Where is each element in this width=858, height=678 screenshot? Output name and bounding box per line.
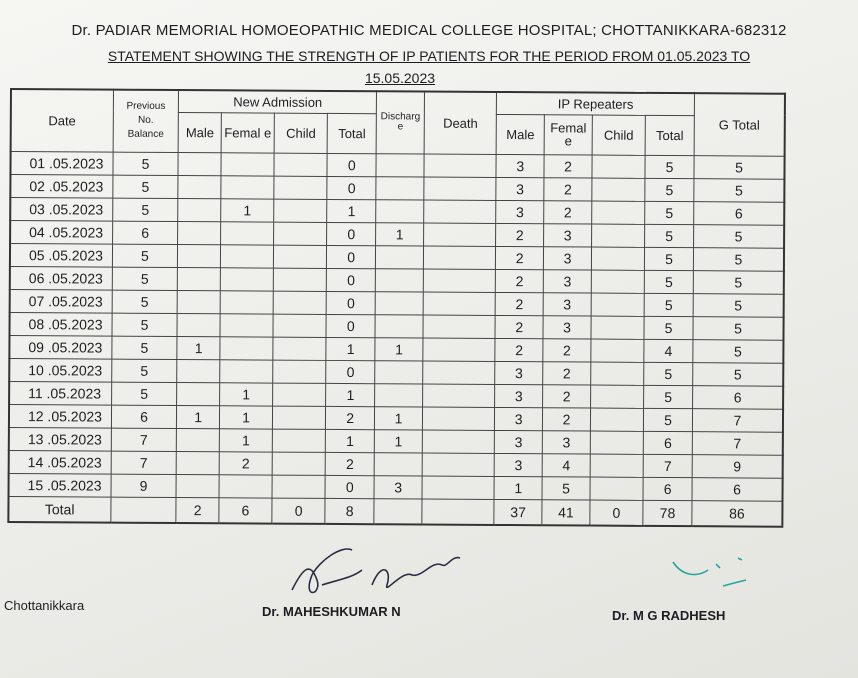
cell-na-t: 0 — [325, 475, 374, 498]
cell-dis: 1 — [374, 429, 422, 452]
cell-na-t: 0 — [327, 245, 376, 268]
cell-ip-f: 2 — [544, 154, 592, 177]
cell-death — [423, 315, 495, 338]
cell-na-f: 2 — [219, 451, 272, 474]
cell-na-c — [272, 452, 325, 475]
cell-ip-m: 1 — [494, 476, 542, 499]
cell-dis — [376, 176, 424, 199]
cell-prev: 7 — [111, 428, 177, 451]
cell-ip-m: 2 — [496, 269, 544, 292]
cell-prev: 5 — [111, 359, 177, 382]
cell-ip-c — [591, 247, 644, 270]
cell-na-t: 0 — [327, 153, 376, 176]
cell-na-f — [220, 336, 273, 359]
cell-ip-f: 3 — [543, 269, 591, 292]
cell-na-m: 1 — [177, 336, 220, 359]
cell-na-f — [221, 175, 274, 198]
cell-na-t: 0 — [326, 291, 375, 314]
cell-ip-m: 3 — [496, 200, 544, 223]
cell-ip-f: 4 — [542, 453, 590, 476]
total-ip-t: 78 — [643, 500, 692, 526]
cell-date: 05 .05.2023 — [10, 243, 112, 267]
header-na-total: Total — [327, 113, 376, 153]
cell-na-f: 1 — [219, 405, 272, 428]
cell-ip-c — [590, 477, 643, 500]
cell-date: 11 .05.2023 — [9, 381, 111, 405]
cell-ip-t: 5 — [644, 270, 693, 293]
cell-na-c — [272, 475, 325, 498]
cell-na-f — [219, 474, 272, 497]
cell-g: 7 — [692, 431, 783, 455]
total-ip-m: 37 — [494, 499, 542, 525]
cell-date: 01 .05.2023 — [10, 151, 112, 175]
cell-ip-t: 7 — [643, 454, 692, 477]
cell-ip-f: 2 — [543, 338, 591, 361]
cell-g: 6 — [693, 385, 784, 409]
cell-prev: 5 — [112, 267, 178, 290]
cell-date: 13 .05.2023 — [9, 427, 111, 451]
cell-death — [422, 430, 494, 453]
cell-na-c — [273, 291, 326, 314]
total-death — [422, 499, 494, 525]
cell-na-c — [273, 406, 326, 429]
cell-death — [423, 246, 495, 269]
cell-ip-t: 5 — [644, 316, 693, 339]
cell-prev: 7 — [111, 451, 177, 474]
college-title: Dr. PADIAR MEMORIAL HOMOEOPATHIC MEDICAL COLLEGE HOSPITAL; CHOTTANIKKARA-682312 — [71, 22, 787, 39]
cell-ip-c — [591, 270, 644, 293]
cell-na-t: 0 — [327, 268, 376, 291]
cell-g: 9 — [692, 454, 783, 478]
cell-prev: 5 — [111, 382, 177, 405]
header-discharge: Discharg e — [376, 91, 424, 153]
cell-prev: 5 — [112, 244, 178, 267]
cell-g: 5 — [693, 316, 784, 340]
cell-dis — [375, 314, 423, 337]
cell-ip-f: 3 — [542, 430, 590, 453]
cell-ip-c — [590, 454, 643, 477]
header-na-female: Femal e — [221, 112, 274, 152]
cell-ip-f: 2 — [543, 407, 591, 430]
statement-title: STATEMENT SHOWING THE STRENGTH OF IP PATIENTS FOR THE PERIOD FROM 01.05.2023 TO — [107, 48, 751, 64]
cell-g: 5 — [694, 224, 785, 248]
cell-death — [422, 453, 494, 476]
cell-prev: 5 — [112, 290, 178, 313]
cell-death — [423, 338, 495, 361]
header-ip-male: Male — [496, 114, 544, 154]
cell-na-m — [178, 244, 221, 267]
cell-dis: 1 — [375, 406, 423, 429]
cell-ip-m: 2 — [495, 338, 543, 361]
cell-ip-t: 5 — [645, 247, 694, 270]
cell-na-f — [220, 267, 273, 290]
cell-na-t: 1 — [327, 199, 376, 222]
cell-ip-t: 6 — [643, 477, 692, 500]
header-na-child: Child — [274, 113, 327, 153]
cell-dis — [375, 268, 423, 291]
cell-ip-c — [591, 293, 644, 316]
cell-g: 6 — [692, 477, 783, 501]
cell-ip-f: 2 — [543, 384, 591, 407]
cell-na-t: 1 — [326, 337, 375, 360]
cell-na-t: 2 — [326, 406, 375, 429]
cell-dis — [375, 291, 423, 314]
cell-na-f — [221, 221, 274, 244]
cell-na-t: 0 — [326, 360, 375, 383]
cell-death — [424, 200, 496, 223]
total-dis — [374, 498, 422, 524]
cell-prev: 5 — [113, 152, 179, 175]
signatory-maheshkumar: Dr. MAHESHKUMAR N — [262, 604, 401, 619]
header-ip-child: Child — [592, 115, 645, 155]
cell-ip-f: 3 — [543, 292, 591, 315]
cell-death — [423, 292, 495, 315]
statement-period-end: 15.05.2023 — [364, 70, 436, 86]
cell-ip-t: 5 — [644, 408, 693, 431]
cell-dis — [376, 153, 424, 176]
cell-prev: 5 — [111, 336, 177, 359]
cell-ip-c — [591, 316, 644, 339]
cell-ip-m: 3 — [495, 361, 543, 384]
cell-na-m — [176, 474, 219, 497]
cell-death — [423, 384, 495, 407]
cell-ip-m: 2 — [495, 315, 543, 338]
cell-ip-m: 3 — [495, 430, 543, 453]
cell-ip-c — [592, 178, 645, 201]
cell-na-m — [177, 451, 220, 474]
cell-na-m: 1 — [177, 405, 220, 428]
cell-prev: 6 — [112, 221, 178, 244]
cell-na-t: 0 — [327, 222, 376, 245]
cell-prev: 6 — [111, 405, 177, 428]
cell-ip-c — [591, 224, 644, 247]
cell-ip-f: 2 — [544, 177, 592, 200]
cell-ip-f: 3 — [544, 223, 592, 246]
cell-g: 7 — [692, 408, 783, 432]
cell-na-f — [220, 244, 273, 267]
signature-maheshkumar — [282, 540, 472, 610]
cell-ip-m: 3 — [494, 453, 542, 476]
header-na-male: Male — [179, 112, 222, 152]
cell-dis — [375, 360, 423, 383]
cell-na-m — [178, 198, 221, 221]
place-label: Chottanikkara — [4, 598, 85, 613]
total-row — [8, 496, 782, 526]
cell-ip-f: 3 — [543, 315, 591, 338]
cell-na-c — [273, 268, 326, 291]
ip-strength-table — [7, 88, 786, 527]
cell-g: 5 — [693, 362, 784, 386]
header-new-admission: New Admission — [179, 90, 377, 113]
cell-death — [422, 476, 494, 499]
cell-na-m — [178, 152, 221, 175]
cell-na-f: 1 — [220, 382, 273, 405]
cell-na-m — [178, 267, 221, 290]
cell-date: 15 .05.2023 — [9, 473, 111, 497]
cell-na-c — [274, 222, 327, 245]
cell-dis — [376, 245, 424, 268]
cell-na-t: 2 — [325, 452, 374, 475]
cell-g: 5 — [693, 293, 784, 317]
total-na-t: 8 — [325, 498, 374, 524]
cell-na-c — [274, 176, 327, 199]
cell-prev: 5 — [112, 198, 178, 221]
cell-prev: 9 — [111, 474, 177, 497]
cell-date: 08 .05.2023 — [9, 312, 111, 336]
cell-na-m — [177, 359, 220, 382]
cell-na-m — [177, 382, 220, 405]
cell-dis — [375, 383, 423, 406]
cell-ip-m: 2 — [496, 246, 544, 269]
cell-date: 14 .05.2023 — [9, 450, 111, 474]
cell-dis — [374, 452, 422, 475]
total-g: 86 — [692, 500, 783, 526]
cell-ip-t: 6 — [643, 431, 692, 454]
cell-na-f — [220, 290, 273, 313]
cell-ip-c — [591, 385, 644, 408]
cell-ip-t: 5 — [645, 201, 694, 224]
cell-date: 04 .05.2023 — [10, 220, 112, 244]
cell-na-t: 0 — [327, 176, 376, 199]
cell-ip-t: 5 — [644, 385, 693, 408]
total-prev — [110, 497, 176, 523]
cell-death — [424, 223, 496, 246]
cell-g: 5 — [694, 155, 785, 179]
cell-death — [424, 154, 496, 177]
cell-na-m — [177, 313, 220, 336]
cell-date: 09 .05.2023 — [9, 335, 111, 359]
header-ip-female: Femal e — [544, 114, 592, 154]
cell-na-c — [273, 314, 326, 337]
cell-na-m — [178, 175, 221, 198]
cell-ip-f: 2 — [543, 361, 591, 384]
header-death: Death — [424, 92, 497, 154]
cell-ip-f: 3 — [544, 246, 592, 269]
cell-na-f: 1 — [219, 428, 272, 451]
cell-na-t: 0 — [326, 314, 375, 337]
header-date: Date — [11, 89, 113, 152]
cell-death — [423, 361, 495, 384]
cell-ip-c — [591, 339, 644, 362]
cell-dis — [376, 199, 424, 222]
cell-na-t: 1 — [326, 429, 375, 452]
cell-ip-t: 5 — [644, 293, 693, 316]
total-na-c: 0 — [272, 498, 325, 524]
total-ip-c: 0 — [590, 500, 643, 526]
header-ip-total: Total — [645, 115, 694, 155]
cell-ip-m: 2 — [496, 223, 544, 246]
cell-ip-m: 3 — [495, 384, 543, 407]
cell-ip-m: 3 — [495, 407, 543, 430]
cell-ip-t: 5 — [644, 362, 693, 385]
cell-na-c — [273, 337, 326, 360]
total-ip-f: 41 — [542, 499, 590, 525]
total-label: Total — [8, 496, 110, 522]
cell-dis: 1 — [375, 337, 423, 360]
cell-ip-c — [590, 431, 643, 454]
cell-ip-t: 5 — [645, 155, 694, 178]
signature-radhesh — [668, 552, 758, 592]
cell-ip-c — [592, 201, 645, 224]
cell-date: 06 .05.2023 — [10, 266, 112, 290]
cell-na-f — [221, 152, 274, 175]
cell-date: 12 .05.2023 — [9, 404, 111, 428]
cell-na-c — [274, 153, 327, 176]
cell-na-c — [273, 360, 326, 383]
cell-ip-t: 5 — [645, 224, 694, 247]
total-na-f: 6 — [219, 497, 272, 523]
signatory-radhesh: Dr. M G RADHESH — [612, 608, 726, 623]
header-previous-balance: Previous No. Balance — [113, 90, 179, 152]
cell-ip-c — [591, 362, 644, 385]
cell-ip-f: 5 — [542, 476, 590, 499]
table-body — [8, 151, 784, 526]
header-ip-repeaters: IP Repeaters — [497, 92, 695, 115]
header-g-total: G Total — [694, 93, 785, 156]
cell-na-f — [220, 359, 273, 382]
total-na-m: 2 — [176, 497, 219, 523]
cell-na-t: 1 — [326, 383, 375, 406]
cell-date: 02 .05.2023 — [10, 174, 112, 198]
cell-ip-c — [592, 155, 645, 178]
cell-na-c — [272, 429, 325, 452]
cell-date: 07 .05.2023 — [10, 289, 112, 313]
cell-ip-t: 4 — [644, 339, 693, 362]
cell-dis: 3 — [374, 475, 422, 498]
cell-na-m — [178, 290, 221, 313]
cell-death — [423, 269, 495, 292]
cell-na-m — [178, 221, 221, 244]
cell-na-f: 1 — [221, 198, 274, 221]
cell-g: 5 — [693, 339, 784, 363]
cell-na-m — [177, 428, 220, 451]
cell-na-c — [274, 245, 327, 268]
cell-prev: 5 — [112, 175, 178, 198]
cell-g: 5 — [693, 270, 784, 294]
cell-g: 5 — [693, 247, 784, 271]
cell-prev: 5 — [112, 313, 178, 336]
cell-date: 03 .05.2023 — [10, 197, 112, 221]
cell-dis: 1 — [376, 222, 424, 245]
cell-ip-f: 2 — [544, 200, 592, 223]
cell-ip-t: 5 — [645, 178, 694, 201]
cell-g: 6 — [694, 201, 785, 225]
cell-ip-m: 3 — [496, 177, 544, 200]
cell-death — [424, 177, 496, 200]
cell-date: 10 .05.2023 — [9, 358, 111, 382]
cell-ip-m: 2 — [495, 292, 543, 315]
cell-na-f — [220, 313, 273, 336]
cell-na-c — [273, 383, 326, 406]
cell-death — [422, 407, 494, 430]
cell-g: 5 — [694, 178, 785, 202]
cell-na-c — [274, 199, 327, 222]
cell-ip-m: 3 — [496, 154, 544, 177]
cell-ip-c — [590, 408, 643, 431]
